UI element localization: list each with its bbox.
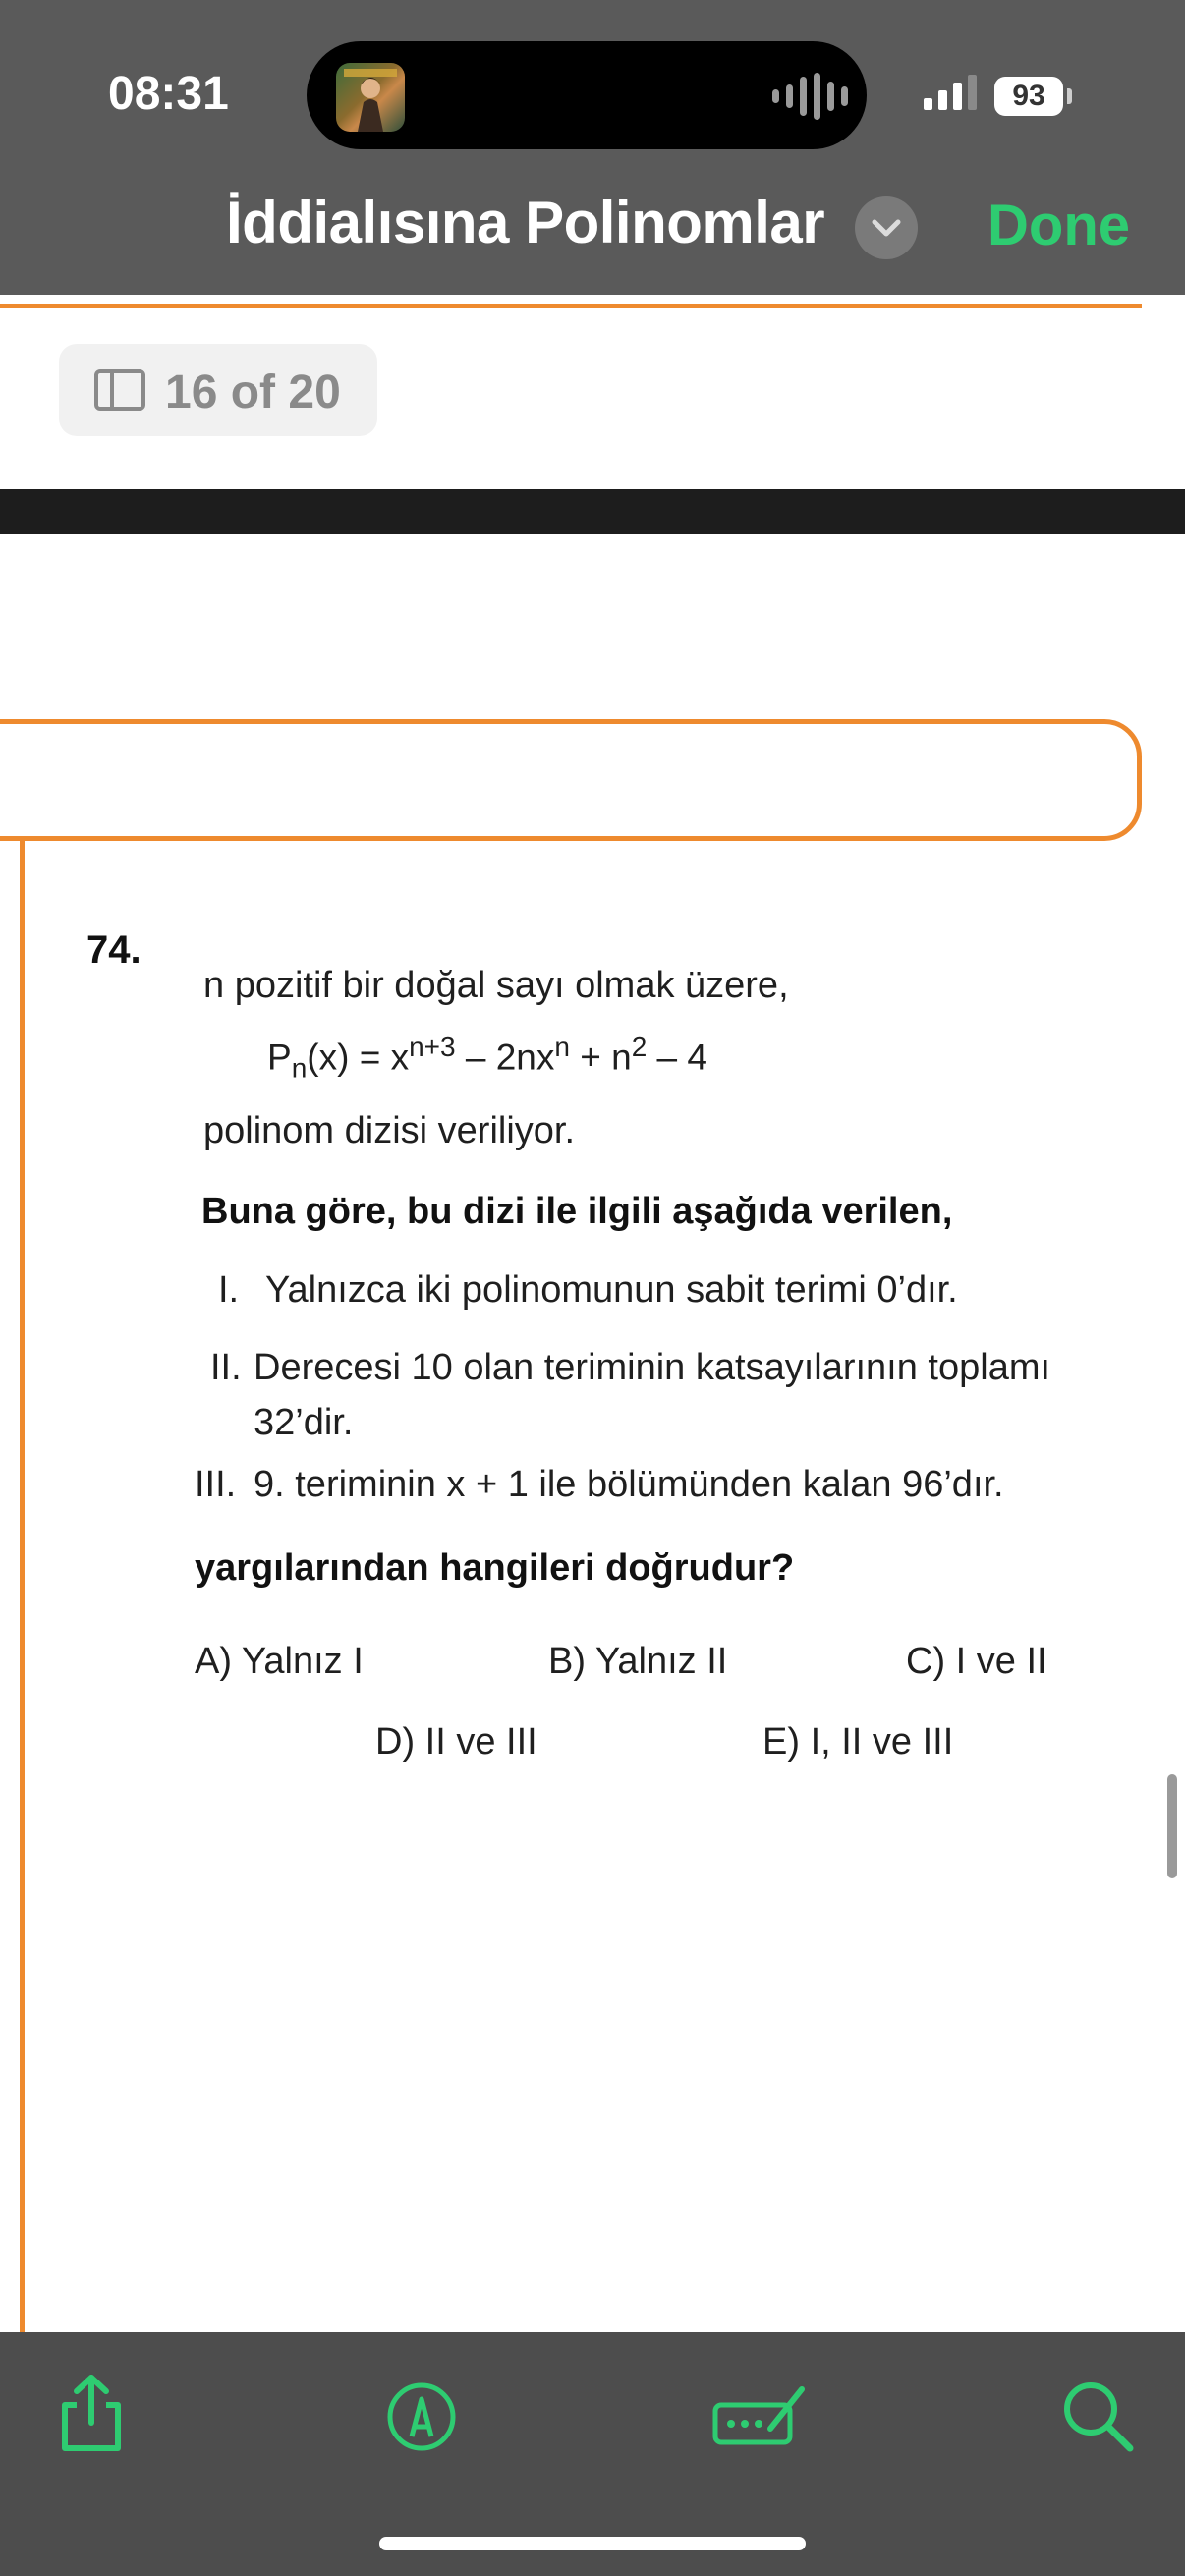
statement-numeral: III.: [195, 1464, 237, 1505]
formula-arg: (x) = x: [307, 1036, 410, 1078]
battery-tip: [1067, 88, 1072, 104]
option-key: B): [548, 1641, 586, 1682]
option-c: [906, 1641, 1047, 1683]
question-intro: n pozitif bir doğal sayı olmak üzere,: [203, 965, 789, 1006]
page-border-line: [0, 304, 1142, 308]
formula-subscript: n: [291, 1052, 308, 1084]
option-b: [548, 1641, 727, 1683]
question-given: polinom dizisi veriliyor.: [203, 1110, 576, 1151]
option-text: Yalnız I: [241, 1641, 364, 1682]
battery-icon: 93: [994, 77, 1063, 116]
search-icon: [1053, 2368, 1142, 2456]
formula-exponent-2: n: [554, 1032, 570, 1062]
page-indicator[interactable]: [59, 344, 377, 436]
statement-numeral: I.: [218, 1269, 240, 1311]
share-icon: [47, 2368, 136, 2456]
formula-tail: – 4: [647, 1036, 707, 1078]
option-key: C): [906, 1641, 946, 1682]
cellular-signal-icon: [924, 71, 977, 110]
option-text: I, II ve III: [810, 1721, 954, 1763]
search-button[interactable]: [1053, 2368, 1142, 2456]
page-header-frame: [0, 719, 1142, 841]
page-separator: [0, 489, 1185, 534]
polynomial-formula: [267, 1032, 707, 1085]
statement-2: [210, 1340, 1050, 1450]
statement-text: 9. teriminin x + 1 ile bölümünden kalan 96’dır.: [254, 1464, 1004, 1505]
share-button[interactable]: [47, 2368, 136, 2456]
form-fill-icon: [709, 2368, 808, 2456]
statement-text: Yalnızca iki polinomunun sabit terimi 0’dır.: [265, 1269, 958, 1311]
formula-mid: – 2nx: [455, 1036, 555, 1078]
markup-button[interactable]: [377, 2368, 466, 2456]
question-number: 74.: [86, 928, 141, 972]
formula-exponent-1: n+3: [409, 1032, 456, 1062]
home-indicator[interactable]: [379, 2537, 806, 2550]
statement-numeral: II.: [210, 1347, 242, 1388]
option-key: E): [762, 1721, 800, 1763]
option-text: II ve III: [424, 1721, 537, 1763]
statement-text: Derecesi 10 olan teriminin katsayılarının toplamı: [254, 1347, 1051, 1388]
scrollbar-thumb[interactable]: [1167, 1774, 1177, 1878]
formula-mid2: + n: [569, 1036, 632, 1078]
question-prompt: Buna göre, bu dizi ile ilgili aşağıda verilen,: [201, 1191, 953, 1232]
question-text: yargılarından hangileri doğrudur?: [195, 1547, 795, 1589]
statement-3: [195, 1464, 1004, 1506]
option-a: [195, 1641, 364, 1683]
document-title[interactable]: İddialısına Polinomlar: [226, 190, 825, 255]
formula-exponent-3: 2: [631, 1032, 648, 1062]
form-fill-button[interactable]: [709, 2368, 808, 2456]
option-key: D): [375, 1721, 416, 1763]
formula-lhs: P: [267, 1036, 292, 1078]
option-text: I ve II: [955, 1641, 1047, 1682]
statement-text-continued: 32’dir.: [254, 1402, 354, 1443]
page-left-rule: [20, 841, 25, 2332]
page-indicator-label: 16 of 20: [165, 366, 341, 419]
sidebar-thumbnails-icon: [94, 369, 145, 411]
statement-1: [218, 1269, 958, 1312]
option-e: [762, 1721, 953, 1764]
document-viewport[interactable]: [0, 295, 1185, 2332]
now-playing-artwork-icon: [336, 63, 405, 132]
option-key: A): [195, 1641, 232, 1682]
chevron-down-icon[interactable]: [855, 196, 918, 259]
status-time: 08:31: [108, 68, 229, 120]
audio-waveform-icon: [772, 73, 848, 120]
done-button[interactable]: Done: [988, 194, 1130, 257]
dynamic-island[interactable]: [307, 41, 867, 149]
option-text: Yalnız II: [594, 1641, 728, 1682]
markup-pen-icon: [377, 2368, 466, 2456]
option-d: [375, 1721, 537, 1764]
